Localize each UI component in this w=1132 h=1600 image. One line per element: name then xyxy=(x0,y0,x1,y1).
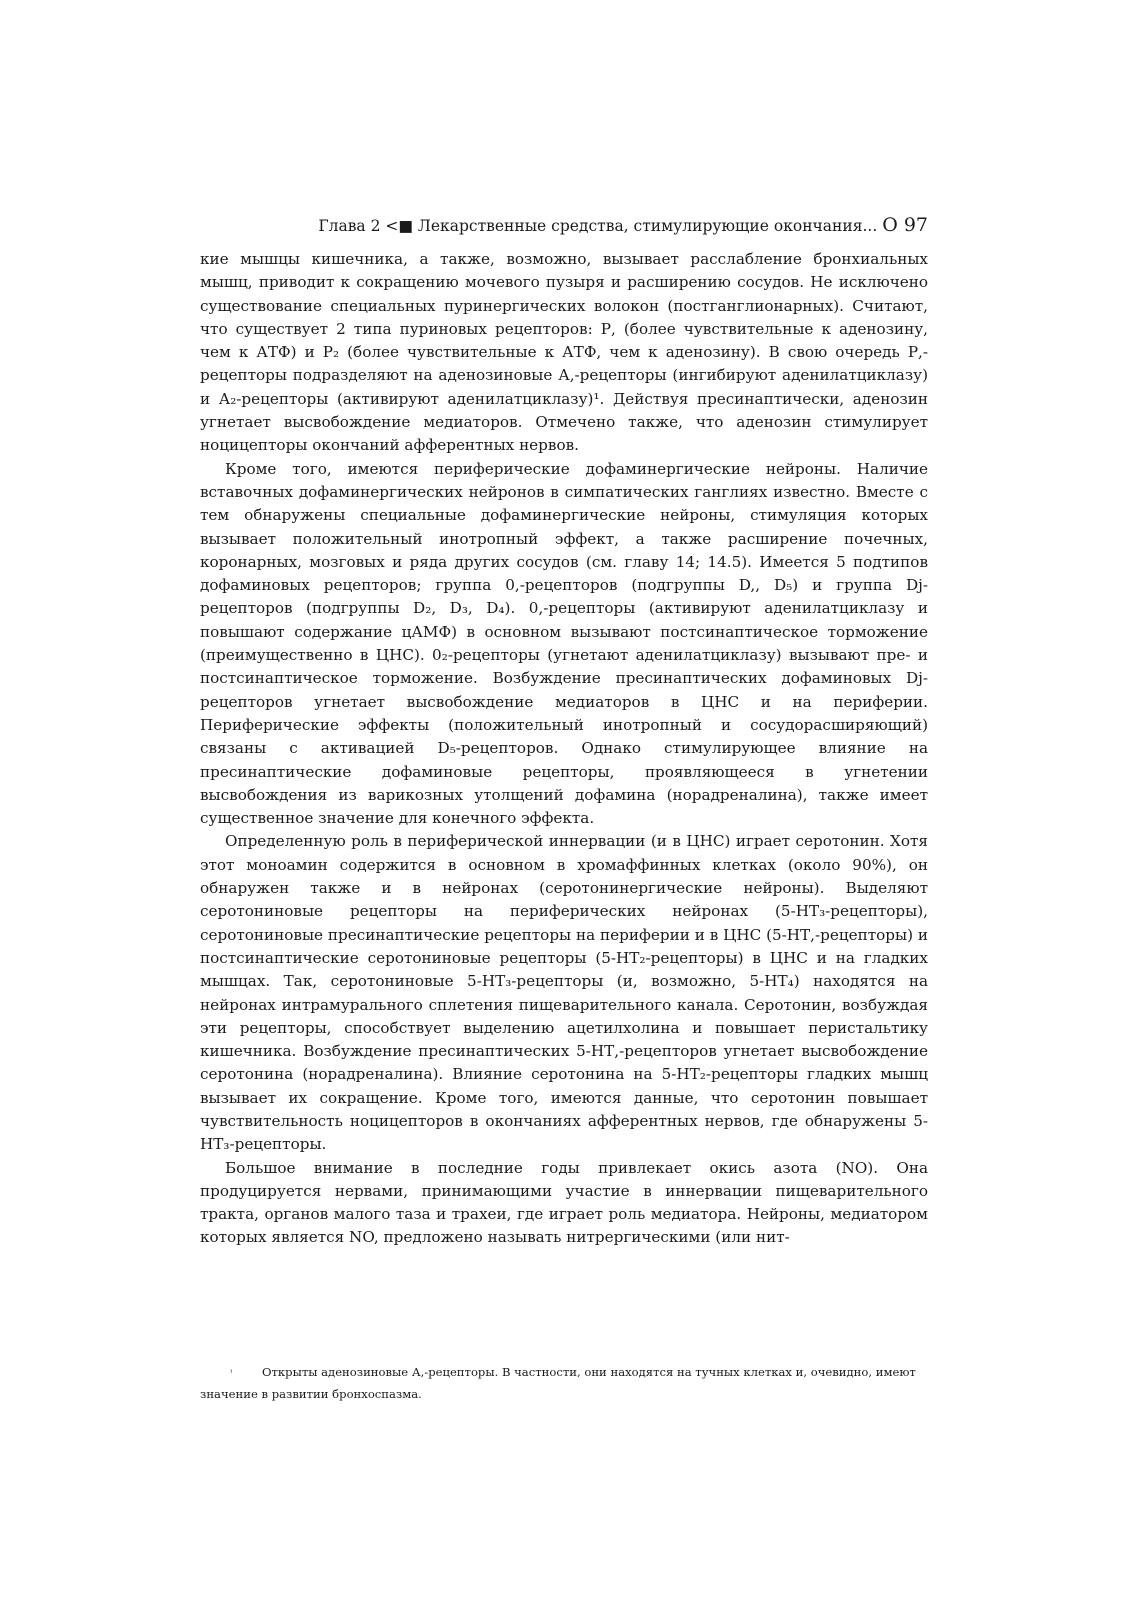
header-title: Глава 2 <■ Лекарственные средства, стимулирующие окончания... xyxy=(318,217,878,235)
footnote-area xyxy=(200,1362,928,1405)
footnote-marker: ¹ xyxy=(230,1368,233,1377)
page-number: О 97 xyxy=(882,214,928,236)
body-text xyxy=(200,248,928,1250)
footnote-text: Открыты аденозиновые А,-рецепторы. В частности, они находятся на тучных клетках и, очевидно, имеют значение в развитии бронхоспазма. xyxy=(200,1365,916,1401)
paragraph: Кроме того, имеются периферические дофаминергические нейроны. Наличие вставочных дофаминергических нейронов в симпатических ганглиях известно. Вместе с тем обнаружены специальные дофаминергические нейроны, стимуляция которых вызывает положительный инотропный эффект, а также расширение почечных, коронарных, мозговых и ряда других сосудов (см. главу 14; 14.5). Имеется 5 подтипов дофаминовых рецепторов; группа 0,-рецепторов (подгруппы D,, D₅) и группа Dj-рецепторов (подгруппы D₂, D₃, D₄). 0,-рецепторы (активируют аденилатциклазу и повышают содержание цАМФ) в основном вызывают постсинаптическое торможение (преимущественно в ЦНС). 0₂-рецепторы (угнетают аденилатциклазу) вызывают пре- и постсинаптическое торможение. Возбуждение пресинаптических дофаминовых Dj-рецепторов угнетает высвобождение медиаторов в ЦНС и на периферии. Периферические эффекты (положительный инотропный и сосудорасширяющий) связаны с активацией D₅-рецепторов. Однако стимулирующее влияние на пресинаптические дофаминовые рецепторы, проявляющееся в угнетении высвобождения из варикозных утолщений дофамина (норадреналина), также имеет существенное значение для конечного эффекта. xyxy=(200,459,928,828)
footnote xyxy=(200,1362,928,1405)
paragraph: Большое внимание в последние годы привлекает окись азота (NO). Она продуцируется нервами, принимающими участие в иннервации пищеварительного тракта, органов малого таза и трахеи, где играет роль медиатора. Нейроны, медиатором которых является NO, предложено называть нитрергическими (или нит- xyxy=(200,1158,928,1247)
running-header xyxy=(200,214,928,237)
paragraph: Определенную роль в периферической иннервации (и в ЦНС) играет серотонин. Хотя этот моноамин содержится в основном в хромаффинных клетках (около 90%), он обнаружен также и в нейронах (серотонинергические нейроны). Выделяют серотониновые рецепторы на периферических нейронах (5-НТ₃-рецепторы), серотониновые пресинаптические рецепторы на периферии и в ЦНС (5-НТ,-рецепторы) и постсинаптические серотониновые рецепторы (5-НТ₂-рецепторы) в ЦНС и на гладких мышцах. Так, серотониновые 5-НТ₃-рецепторы (и, возможно, 5-НТ₄) находятся на нейронах интрамурального сплетения пищеварительного канала. Серотонин, возбуждая эти рецепторы, способствует выделению ацетилхолина и повышает перистальтику кишечника. Возбуждение пресинаптических 5-НТ,-рецепторов угнетает высвобождение серотонина (норадреналина). Влияние серотонина на 5-НТ₂-рецепторы гладких мышц вызывает их сокращение. Кроме того, имеются данные, что серотонин повышает чувствительность ноцицепторов в окончаниях афферентных нервов, где обнаружены 5-НТ₃-рецепторы. xyxy=(200,832,928,1154)
paragraph: кие мышцы кишечника, а также, возможно, вызывает расслабление бронхиальных мышц, приводит к сокращению мочевого пузыря и расширению сосудов. Не исключено существование специальных пуринергических волокон (постганглионарных). Считают, что существует 2 типа пуриновых рецепторов: Р, (более чувствительные к аденозину, чем к АТФ) и Р₂ (более чувствительные к АТФ, чем к аденозину). В свою очередь Р,-рецепторы подразделяют на аденозиновые А,-рецепторы (ингибируют аденилатциклазу) и А₂-рецепторы (активируют аденилатциклазу)¹. Действуя пресинаптически, аденозин угнетает высвобождение медиаторов. Отмечено также, что аденозин стимулирует ноцицепторы окончаний афферентных нервов. xyxy=(200,250,928,455)
